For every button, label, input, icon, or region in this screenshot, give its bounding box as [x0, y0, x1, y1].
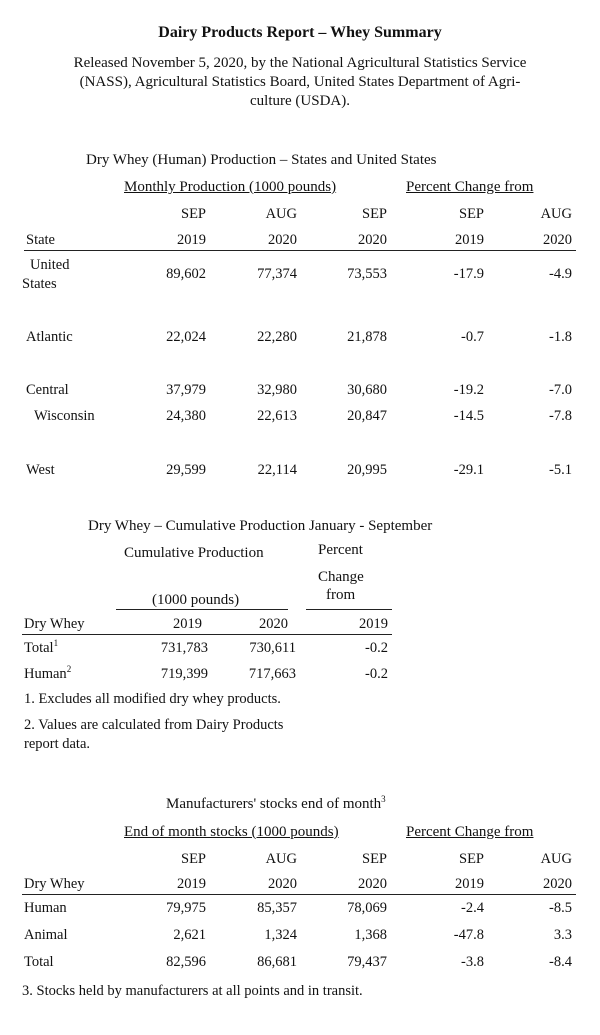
t1-row1-c2: 77,374	[257, 266, 297, 282]
t1-row-header: State	[26, 232, 55, 248]
t3-row3-c1: 82,596	[166, 954, 206, 970]
t1-row2-c4: -0.7	[461, 329, 484, 345]
t1-row3-c2: 32,980	[257, 382, 297, 398]
t3-row-header: Dry Whey	[24, 876, 85, 892]
t3-group-stocks: End of month stocks (1000 pounds)	[124, 824, 339, 840]
t2-col-pct-2: Change	[318, 569, 364, 585]
t1-row1-label-b: States	[22, 276, 57, 292]
t1-row3-c1: 37,979	[166, 382, 206, 398]
t3-h-month-3: SEP	[362, 851, 387, 867]
t3-row1-c3: 78,069	[347, 900, 387, 916]
t2-year-2: 2020	[259, 616, 288, 632]
t1-row2-label: Atlantic	[26, 329, 73, 345]
t1-row2-c3: 21,878	[347, 329, 387, 345]
t3-row3-c3: 79,437	[347, 954, 387, 970]
t3-h-year-3: 2020	[358, 876, 387, 892]
t3-row3-c5: -8.4	[549, 954, 572, 970]
t2-col-cumulative: Cumulative Production	[124, 545, 264, 561]
t3-header-rule	[22, 894, 576, 895]
t3-note: 3. Stocks held by manufacturers at all points and in transit.	[22, 983, 363, 999]
t1-row1-c3: 73,553	[347, 266, 387, 282]
t2-row-header: Dry Whey	[24, 616, 85, 632]
t3-title-sup: 3	[381, 794, 386, 804]
t3-h-year-5: 2020	[543, 876, 572, 892]
t3-row1-c1: 79,975	[166, 900, 206, 916]
t1-header-rule	[24, 250, 576, 251]
t1-row3-c3: 30,680	[347, 382, 387, 398]
t3-title: Manufacturers' stocks end of month$^3$	[166, 794, 386, 812]
t1-row3-label: Central	[26, 382, 69, 398]
t3-row1-c2: 85,357	[257, 900, 297, 916]
t3-row2-c4: -47.8	[453, 927, 484, 943]
t2-note-2b: report data.	[24, 736, 91, 752]
t3-row2-c2: 1,324	[264, 927, 297, 943]
release-line-1: Released November 5, 2020, by the National Agricultural Statistics Service	[73, 55, 527, 71]
t2-row2-c1: 719,399	[160, 666, 208, 682]
t2-unit-rule	[116, 609, 288, 610]
t1-row2-c2: 22,280	[257, 329, 297, 345]
t2-year-3: 2019	[359, 616, 388, 632]
t2-row2-sup: 2	[66, 664, 72, 674]
t1-title: Dry Whey (Human) Production – States and United States	[86, 152, 437, 168]
t1-row4-label: Wisconsin	[34, 408, 95, 424]
t2-title: Dry Whey – Cumulative Production January - September	[88, 518, 433, 534]
t3-row2-c1: 2,621	[173, 927, 206, 943]
t2-col-pct-3: from	[326, 587, 356, 603]
t3-row1-c4: -2.4	[461, 900, 484, 916]
t3-h-month-5: AUG	[540, 851, 572, 867]
t1-row2-c5: -1.8	[549, 329, 572, 345]
t1-h-month-4: SEP	[459, 206, 484, 222]
t2-note-2a: 2. Values are calculated from Dairy Products	[24, 717, 284, 733]
t1-row5-c4: -29.1	[453, 462, 484, 478]
report-title: Dairy Products Report – Whey Summary	[158, 24, 442, 41]
t1-row5-c1: 29,599	[166, 462, 206, 478]
t3-h-year-1: 2019	[177, 876, 206, 892]
t1-row3-c5: -7.0	[549, 382, 572, 398]
t2-col-pct-1: Percent	[318, 542, 363, 558]
t2-row1-sup: 1	[53, 638, 59, 648]
t2-note-1: 1. Excludes all modified dry whey products.	[24, 691, 281, 707]
t3-h-month-4: SEP	[459, 851, 484, 867]
t1-h-month-5: AUG	[540, 206, 572, 222]
t1-row4-c2: 22,613	[257, 408, 297, 424]
t2-year-1: 2019	[173, 616, 202, 632]
release-line-3: culture (USDA).	[250, 93, 350, 109]
t3-row2-label: Animal	[24, 927, 68, 943]
t3-h-year-2: 2020	[268, 876, 297, 892]
t1-h-year-2: 2020	[268, 232, 297, 248]
t2-row1-c3: -0.2	[365, 640, 388, 656]
t3-row3-c4: -3.8	[461, 954, 484, 970]
t1-row5-label: West	[26, 462, 55, 478]
t3-row3-label: Total	[24, 954, 54, 970]
t1-h-month-3: SEP	[362, 206, 387, 222]
t3-h-month-2: AUG	[265, 851, 297, 867]
t1-row1-c5: -4.9	[549, 266, 572, 282]
t1-row2-c1: 22,024	[166, 329, 206, 345]
t1-row4-c4: -14.5	[453, 408, 484, 424]
release-line-2: (NASS), Agricultural Statistics Board, United States Department of Agri-	[79, 74, 521, 90]
t1-h-year-5: 2020	[543, 232, 572, 248]
t1-row5-c3: 20,995	[347, 462, 387, 478]
t3-h-year-4: 2019	[455, 876, 484, 892]
t1-row1-label-a: United	[30, 257, 70, 273]
t1-group-pct: Percent Change from	[406, 179, 534, 195]
t2-row2-c2: 717,663	[248, 666, 296, 682]
t2-row2-label: Human$^2$	[24, 664, 72, 682]
t1-row4-c3: 20,847	[347, 408, 387, 424]
t2-header-rule	[22, 634, 392, 635]
t2-row1-c2: 730,611	[249, 640, 296, 656]
t3-row1-c5: -8.5	[549, 900, 572, 916]
t1-h-month-1: SEP	[181, 206, 206, 222]
t1-row5-c5: -5.1	[549, 462, 572, 478]
t1-h-year-1: 2019	[177, 232, 206, 248]
t1-row5-c2: 22,114	[257, 462, 297, 478]
t3-h-month-1: SEP	[181, 851, 206, 867]
t3-row3-c2: 86,681	[257, 954, 297, 970]
t1-group-monthly: Monthly Production (1000 pounds)	[124, 179, 337, 195]
t1-h-year-4: 2019	[455, 232, 484, 248]
t2-row1-label: Total$^1$	[24, 638, 59, 656]
t1-h-year-3: 2020	[358, 232, 387, 248]
t1-row1-c1: 89,602	[166, 266, 206, 282]
t3-row1-label: Human	[24, 900, 67, 916]
t1-row4-c5: -7.8	[549, 408, 572, 424]
t3-row2-c5: 3.3	[553, 927, 572, 943]
t2-pct-rule	[306, 609, 392, 610]
t3-group-pct: Percent Change from	[406, 824, 534, 840]
t2-row1-c1: 731,783	[160, 640, 208, 656]
t2-row2-c3: -0.2	[365, 666, 388, 682]
t1-h-month-2: AUG	[265, 206, 297, 222]
t2-unit: (1000 pounds)	[152, 592, 240, 608]
t1-row4-c1: 24,380	[166, 408, 206, 424]
t1-row3-c4: -19.2	[453, 382, 484, 398]
t1-row1-c4: -17.9	[453, 266, 484, 282]
t3-row2-c3: 1,368	[354, 927, 387, 943]
